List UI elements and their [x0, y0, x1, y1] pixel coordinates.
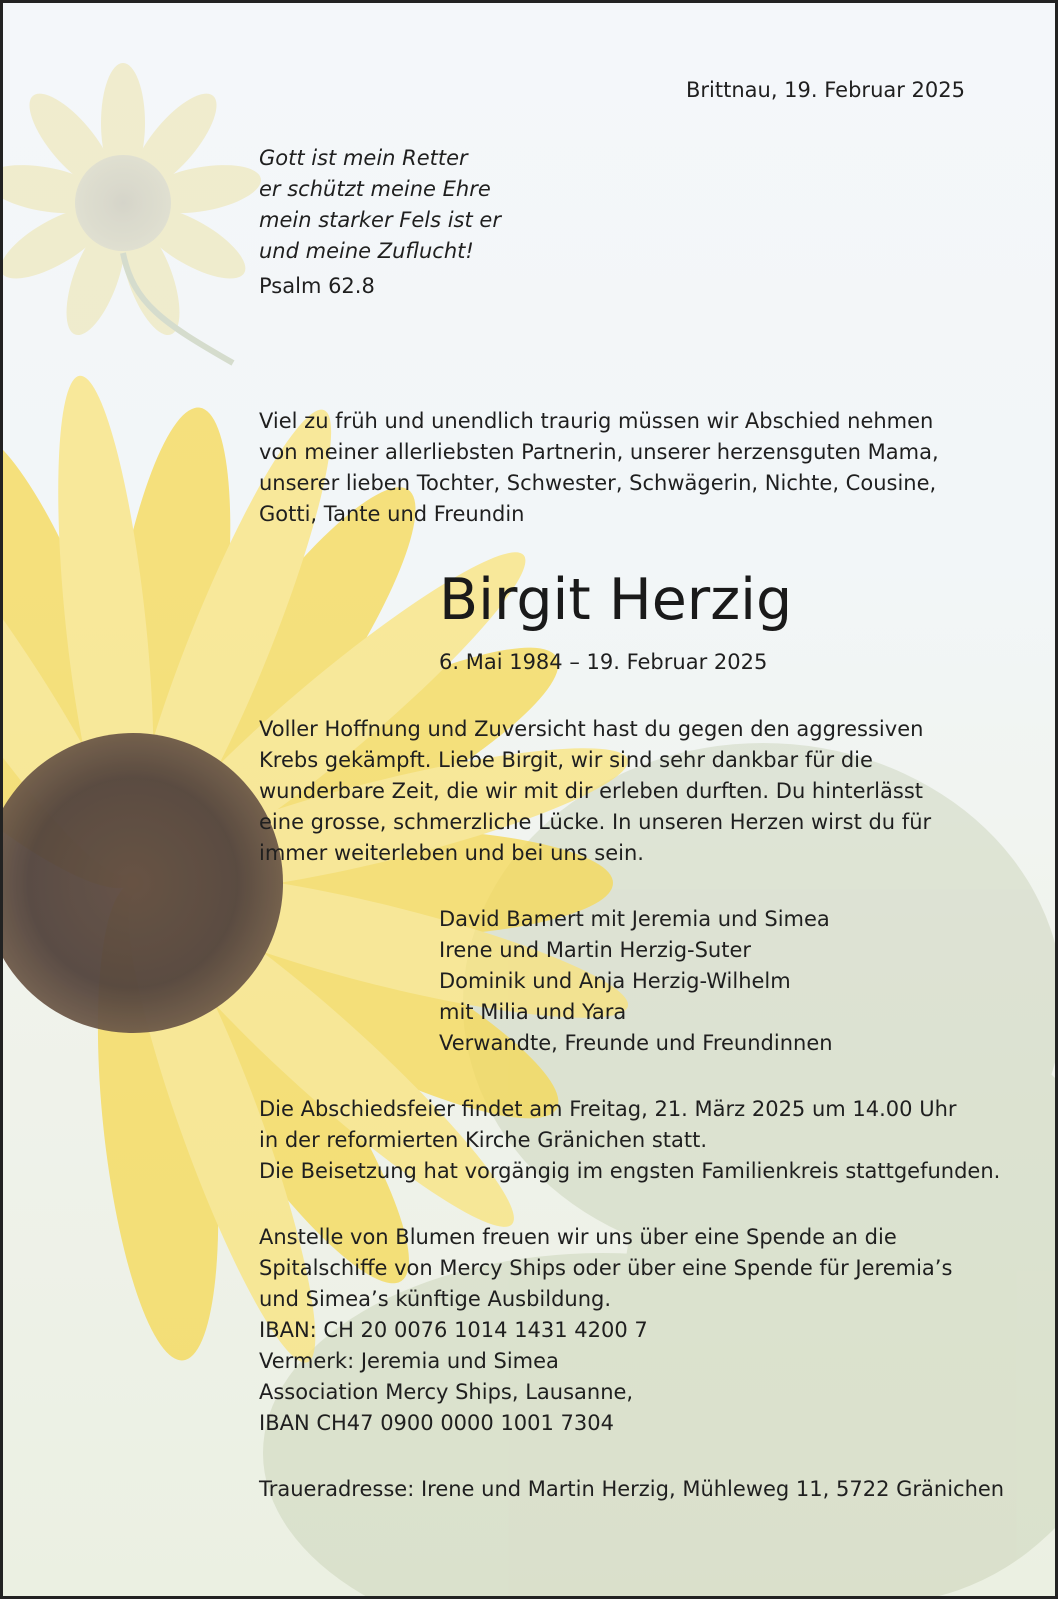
service-line: in der reformierten Kirche Gränichen statt. — [259, 1128, 708, 1152]
deceased-name: Birgit Herzig — [439, 567, 793, 633]
mourner-line: Irene und Martin Herzig-Suter — [439, 938, 752, 962]
mourners-list — [439, 904, 833, 1059]
intro-line: Gotti, Tante und Freundin — [259, 502, 525, 526]
intro-line: Viel zu früh und unendlich traurig müssen wir Abschied nehmen — [259, 409, 934, 433]
donation-line: und Simea’s künftige Ausbildung. — [259, 1287, 612, 1311]
donation-line: Anstelle von Blumen freuen wir uns über eine Spende an die — [259, 1225, 897, 1249]
verse-line: er schützt meine Ehre — [259, 177, 491, 201]
verse-line: Gott ist mein Retter — [259, 146, 468, 170]
service-line: Die Beisetzung hat vorgängig im engsten Familienkreis stattgefunden. — [259, 1159, 1001, 1183]
message-paragraph — [259, 714, 931, 869]
mourner-line: Verwandte, Freunde und Freundinnen — [439, 1031, 833, 1055]
message-line: wunderbare Zeit, die wir mit dir erleben durften. Du hinterlässt — [259, 779, 923, 803]
mourner-line: Dominik und Anja Herzig-Wilhelm — [439, 969, 791, 993]
message-line: Krebs gekämpft. Liebe Birgit, wir sind sehr dankbar für die — [259, 748, 873, 772]
verse-reference: Psalm 62.8 — [259, 274, 375, 298]
life-dates: 6. Mai 1984 – 19. Februar 2025 — [439, 650, 768, 674]
service-info — [259, 1094, 1000, 1187]
mourner-line: mit Milia und Yara — [439, 1000, 627, 1024]
message-line: Voller Hoffnung und Zuversicht hast du gegen den aggressiven — [259, 717, 924, 741]
donation-line: IBAN CH47 0900 0000 1001 7304 — [259, 1411, 615, 1435]
donation-info — [259, 1222, 952, 1439]
intro-paragraph — [259, 406, 939, 530]
mourner-line: David Bamert mit Jeremia und Simea — [439, 907, 830, 931]
message-line: immer weiterleben und bei uns sein. — [259, 841, 644, 865]
intro-line: unserer lieben Tochter, Schwester, Schwägerin, Nichte, Cousine, — [259, 471, 937, 495]
donation-line: Association Mercy Ships, Lausanne, — [259, 1380, 634, 1404]
donation-line: Vermerk: Jeremia und Simea — [259, 1349, 559, 1373]
message-line: eine grosse, schmerzliche Lücke. In unseren Herzen wirst du für — [259, 810, 932, 834]
verse-line: und meine Zuflucht! — [259, 239, 474, 263]
verse-line: mein starker Fels ist er — [259, 208, 501, 232]
service-line: Die Abschiedsfeier findet am Freitag, 21. März 2025 um 14.00 Uhr — [259, 1097, 957, 1121]
intro-line: von meiner allerliebsten Partnerin, unserer herzensguten Mama, — [259, 440, 939, 464]
donation-line: Spitalschiffe von Mercy Ships oder über eine Spende für Jeremia’s — [259, 1256, 953, 1280]
bible-verse — [259, 143, 501, 267]
place-and-date: Brittnau, 19. Februar 2025 — [686, 78, 965, 102]
mourning-address: Traueradresse: Irene und Martin Herzig, Mühleweg 11, 5722 Gränichen — [259, 1477, 1005, 1501]
donation-line: IBAN: CH 20 0076 1014 1431 4200 7 — [259, 1318, 648, 1342]
